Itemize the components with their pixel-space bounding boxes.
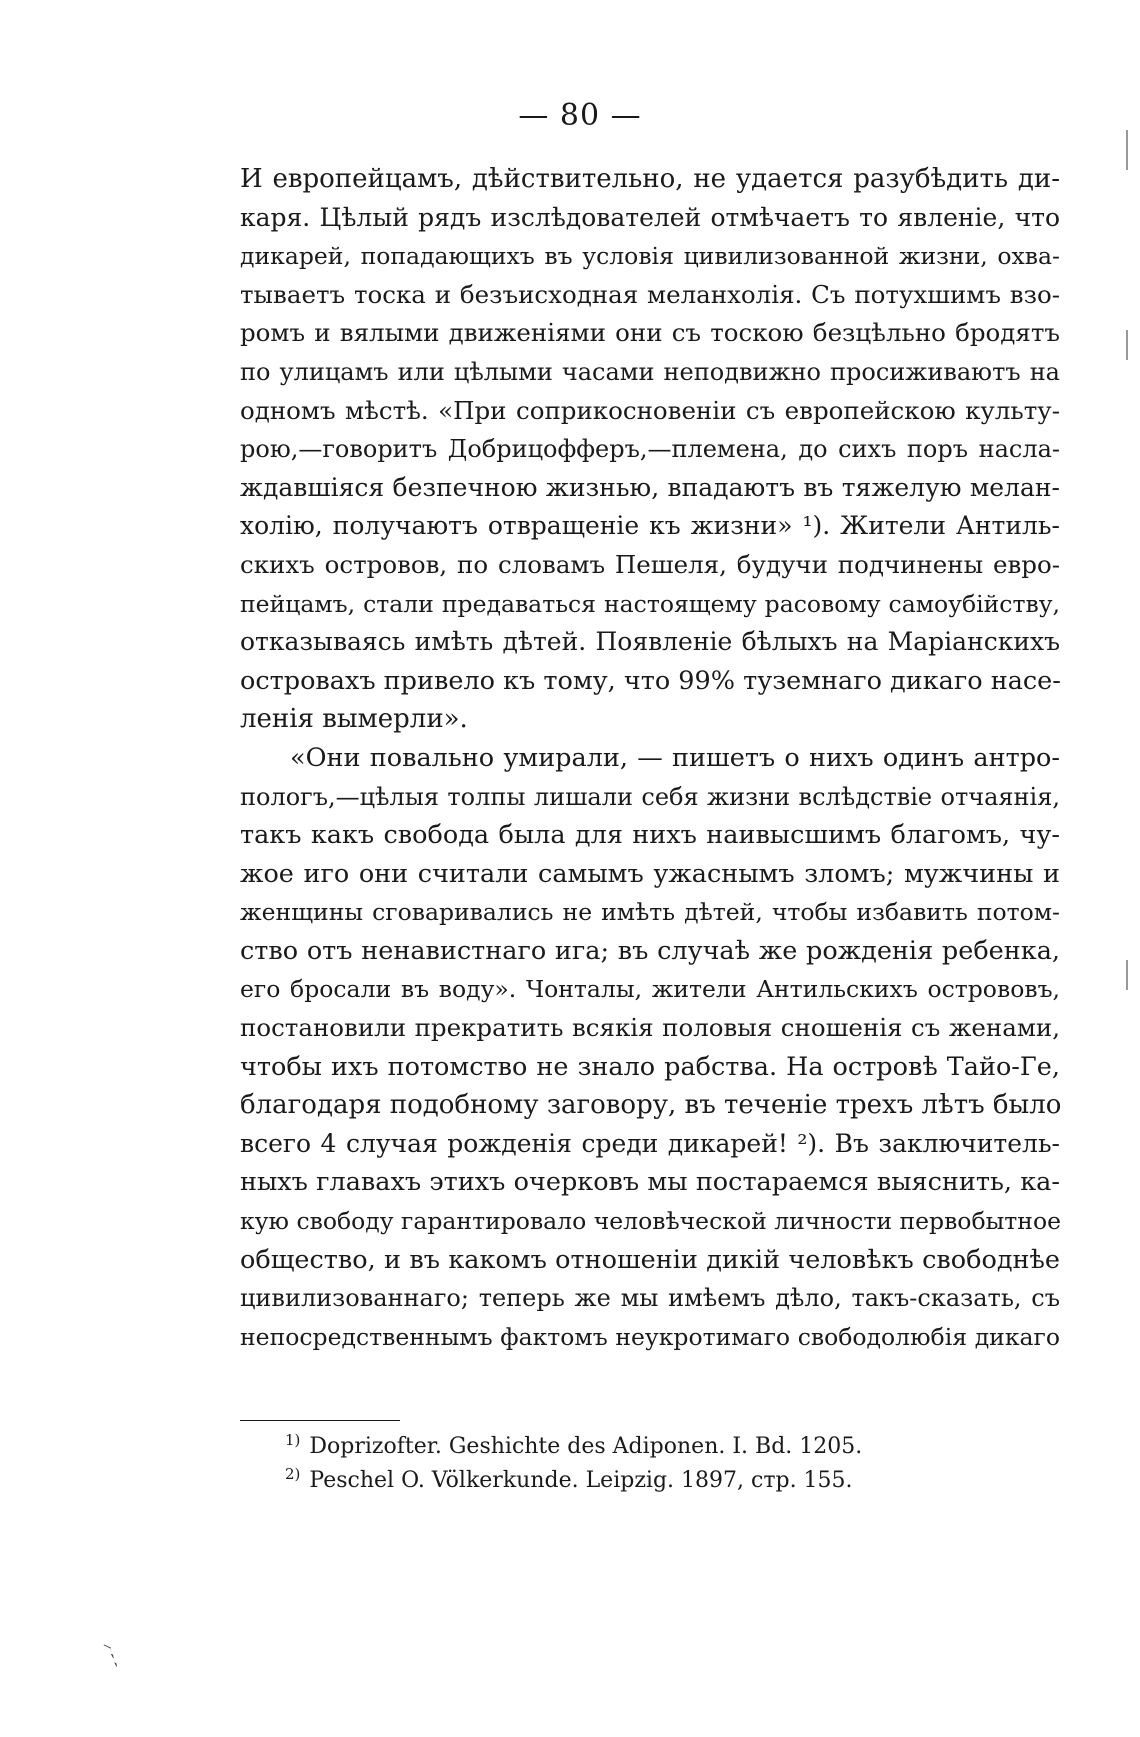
- text-line: женщины сговаривались не имѣть дѣтей, чтобы избавить потом-: [240, 898, 1060, 927]
- text-line: пологъ,—цѣлыя толпы лишали себя жизни вслѣдствіе отчаянія,: [240, 782, 1060, 811]
- text-line: такъ какъ свобода была для нихъ наивысшимъ благомъ, чу-: [240, 820, 1060, 851]
- text-line: тываетъ тоска и безъисходная меланхолія. Съ потухшимъ взо-: [240, 279, 1060, 309]
- text-line: чтобы ихъ потомство не знало рабства. На островѣ Тайо-Ге,: [240, 1051, 1060, 1082]
- footnotes: [285, 1430, 1045, 1498]
- text-line: дикарей, попадающихъ въ условія цивилизованной жизни, охва-: [240, 242, 1060, 271]
- scan-edge-mark: [1126, 130, 1128, 170]
- text-line: кую свободу гарантировало человѣческой личности первобытное: [240, 1207, 1062, 1236]
- text-line: всего 4 случая рожденія среди дикарей! ²). Въ заключитель-: [240, 1128, 1060, 1158]
- text-line: общество, и въ какомъ отношеніи дикій человѣкъ свободнѣе: [240, 1244, 1060, 1275]
- text-line: благодаря подобному заговору, въ теченіе трехъ лѣтъ было: [240, 1090, 1062, 1121]
- text-line: рою,—говоритъ Добрицофферъ,—племена, до сихъ поръ насла-: [240, 435, 1060, 464]
- footnote-text: Doprizofter. Geshichte des Adiponen. I. Bd. 1205.: [309, 1434, 863, 1459]
- text-line: одномъ мѣстѣ. «При соприкосновеніи съ европейскою культу-: [240, 395, 1060, 425]
- footnote-2: [285, 1464, 1045, 1498]
- text-line: жое иго они считали самымъ ужаснымъ зломъ; мужчины и: [240, 858, 1060, 889]
- footnote-text: Peschel O. Völkerkunde. Leipzig. 1897, стр. 155.: [309, 1468, 853, 1493]
- text-line: по улицамъ или цѣлыми часами неподвижно просиживаютъ на: [240, 357, 1060, 386]
- body-text: [240, 160, 1060, 1356]
- text-line: цивилизованнаго; теперь же мы имѣемъ дѣло, такъ-сказать, съ: [240, 1284, 1060, 1313]
- text-line: ждавшіяся безпечною жизнью, впадаютъ въ тяжелую мелан-: [240, 472, 1060, 502]
- footnote-divider: [240, 1420, 400, 1421]
- page-number: — 80 —: [518, 98, 642, 133]
- text-line: И европейцамъ, дѣйствительно, не удается разубѣдить ди-: [240, 164, 1060, 194]
- text-line: скихъ островов, по словамъ Пешеля, будучи подчинены евро-: [240, 549, 1060, 579]
- scan-edge-mark: [1126, 330, 1128, 360]
- scan-edge-mark: [1126, 960, 1128, 990]
- text-line: островахъ привело къ тому, что 99% туземнаго дикаго насе-: [240, 665, 1061, 696]
- text-line: ромъ и вялыми движеніями они съ тоскою безцѣльно бродятъ: [240, 318, 1060, 348]
- text-line: холію, получаютъ отвращеніе къ жизни» ¹). Жители Антиль-: [240, 511, 1060, 541]
- text-line: ство отъ ненавистнаго ига; въ случаѣ же рожденія ребенка,: [240, 935, 1060, 966]
- text-line: ныхъ главахъ этихъ очерковъ мы постараемся выяснить, ка-: [240, 1167, 1060, 1198]
- text-line: «Они повально умирали, — пишетъ о нихъ одинъ антро-: [290, 742, 1060, 773]
- text-line: непосредственнымъ фактомъ неукротимаго свободолюбія дикаго: [240, 1322, 1060, 1351]
- scan-speck: ⁻˴ˎ: [96, 1636, 129, 1668]
- text-line: каря. Цѣлый рядъ изслѣдователей отмѣчаетъ то явленіе, что: [240, 202, 1060, 232]
- text-line: постановили прекратить всякія половыя сношенія съ женами,: [240, 1013, 1060, 1043]
- footnote-1: [285, 1430, 1045, 1464]
- footnote-marker: 2): [285, 1465, 301, 1483]
- text-line: ленія вымерли».: [240, 704, 468, 735]
- text-line: отказываясь имѣть дѣтей. Появленіе бѣлыхъ на Маріанскихъ: [240, 627, 1060, 657]
- footnote-marker: 1): [285, 1431, 301, 1449]
- text-line: пейцамъ, стали предаваться настоящему расовому самоубійству,: [240, 589, 1060, 618]
- text-line: его бросали въ воду». Чонталы, жители Антильскихъ острововъ,: [240, 975, 1060, 1004]
